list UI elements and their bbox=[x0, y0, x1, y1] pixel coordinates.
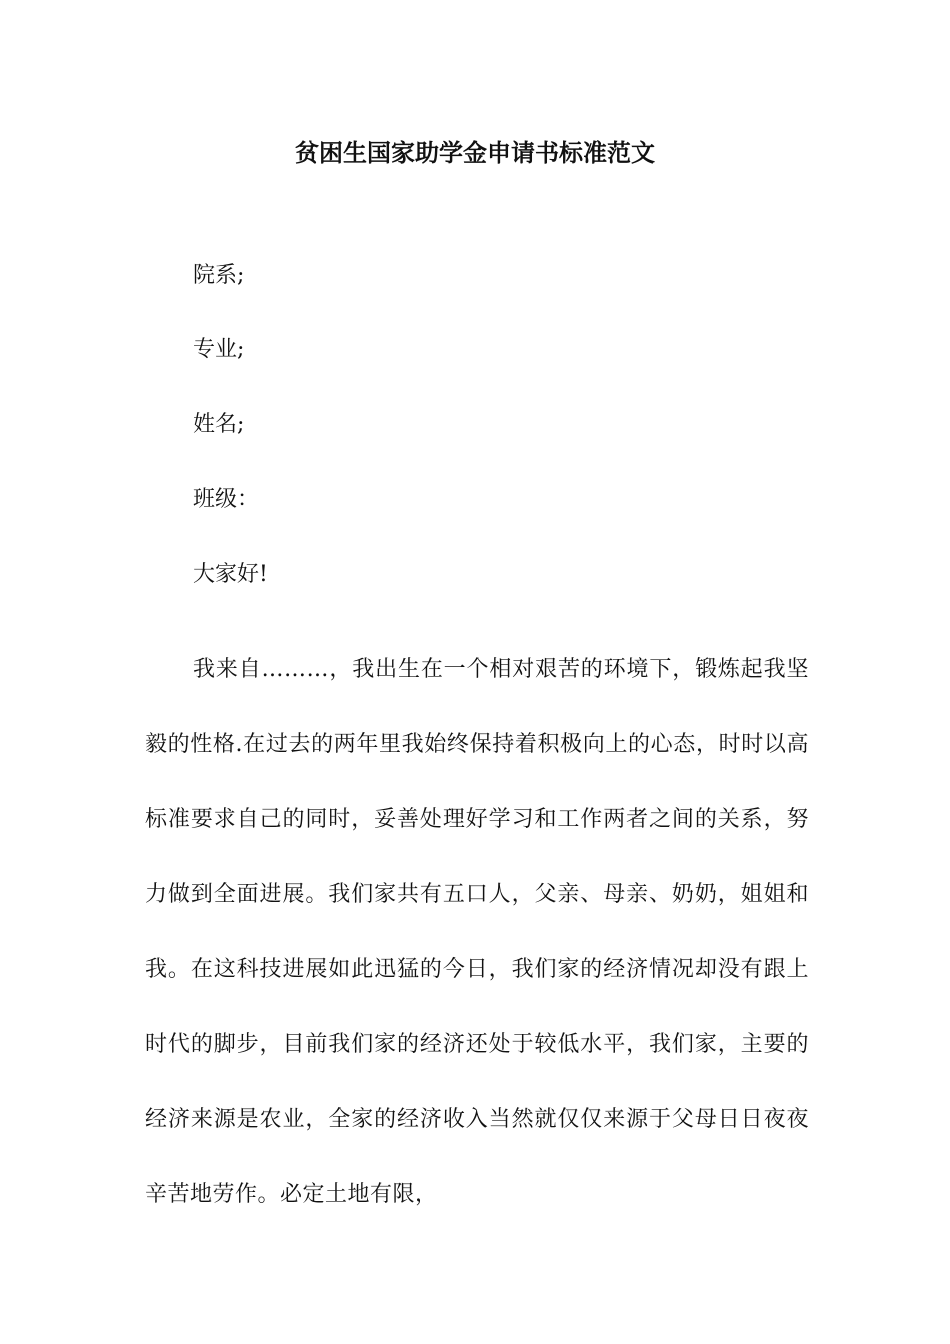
field-major: 专业; bbox=[193, 337, 245, 362]
body-paragraph: 我来自………，我出生在一个相对艰苦的环境下，锻炼起我坚毅的性格.在过去的两年里我始终保持着积极向上的心态，时时以高标准要求自己的同时，妥善处理好学习和工作两者之间的关系，努力做到全面进展。我们家共有五口人，父亲、母亲、奶奶，姐姐和我。在这科技进展如此迅猛的今日，我们家的经济情况却没有跟上时代的脚步，目前我们家的经济还处于较低水平，我们家，主要的经济来源是农业，全家的经济收入当然就仅仅来源于父母日日夜夜辛苦地劳作。必定土地有限， bbox=[145, 657, 809, 1207]
greeting: 大家好! bbox=[193, 562, 268, 587]
document-title: 贫困生国家助学金申请书标准范文 bbox=[295, 138, 655, 167]
field-class: 班级： bbox=[193, 487, 260, 512]
field-department: 院系; bbox=[193, 263, 245, 288]
field-name: 姓名; bbox=[193, 412, 245, 437]
